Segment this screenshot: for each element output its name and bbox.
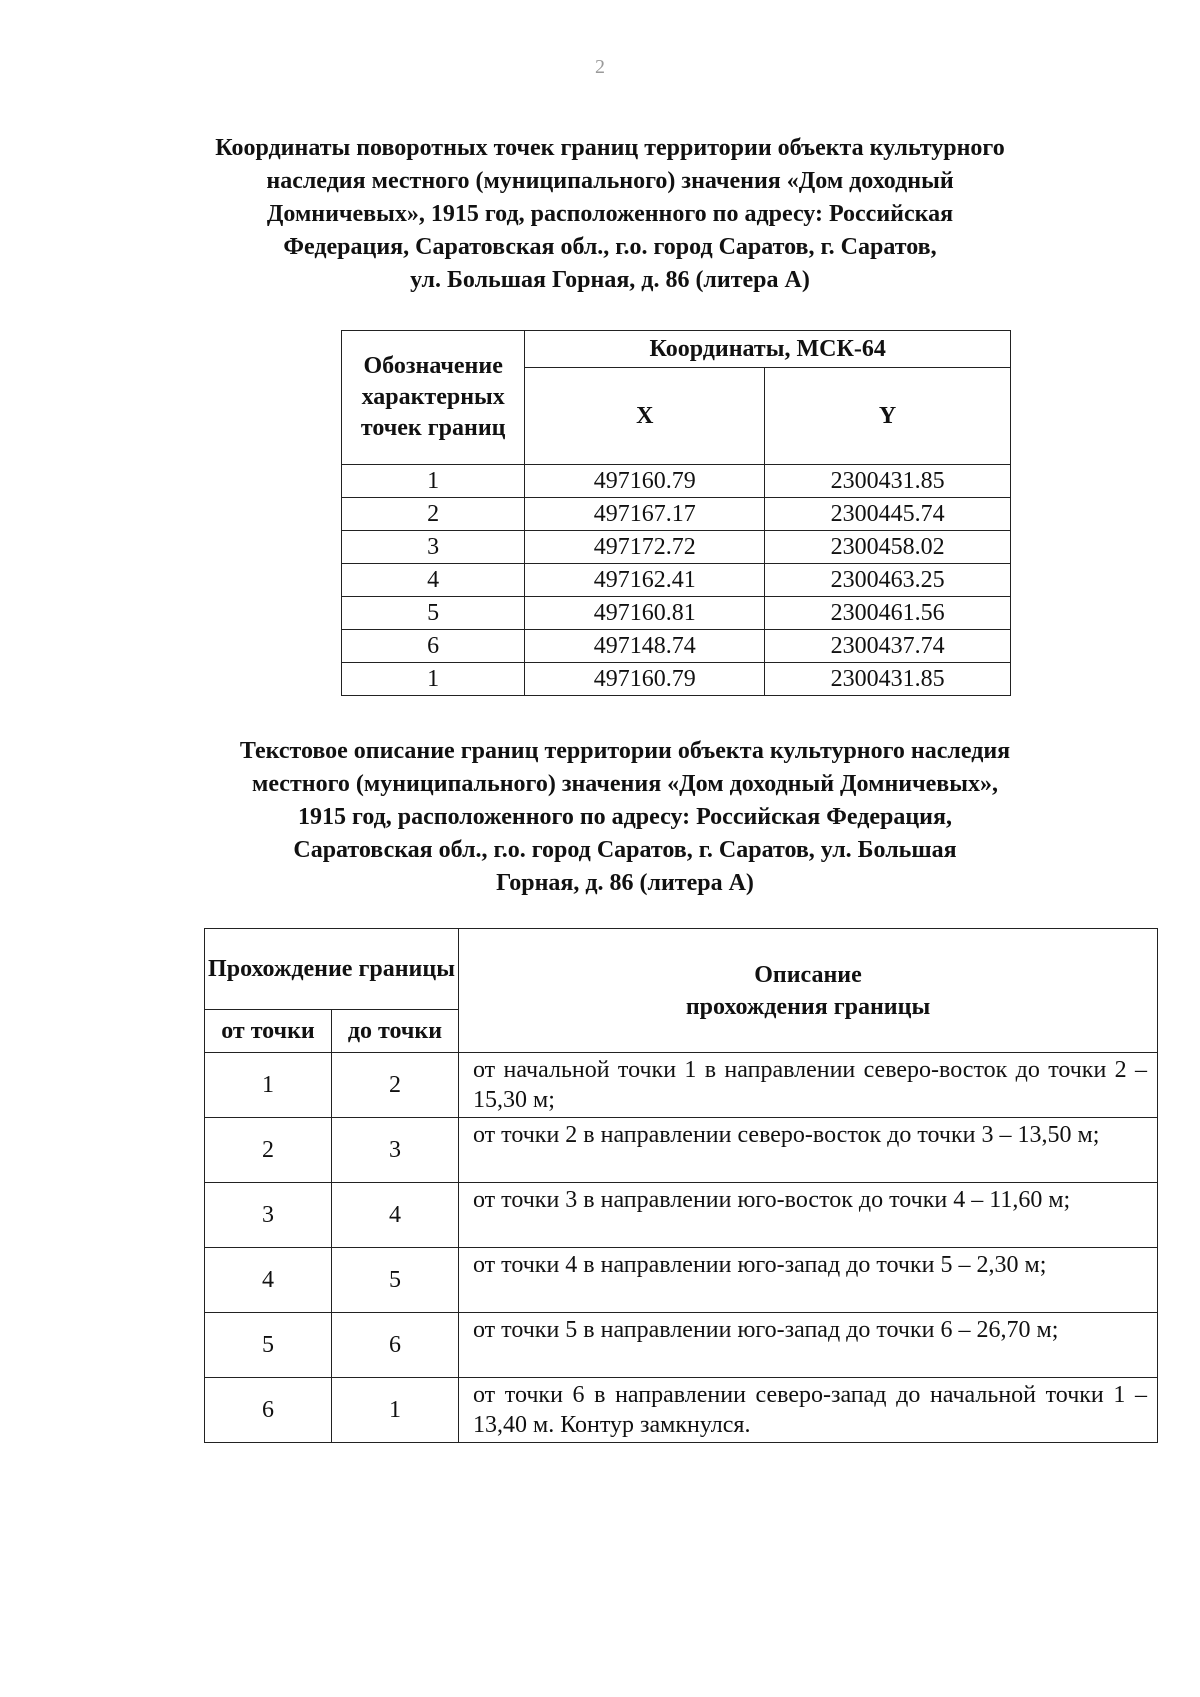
x-cell: 497148.74	[525, 630, 765, 663]
table-row	[342, 630, 1011, 663]
description-cell: от точки 4 в направлении юго-запад до точки 5 – 2,30 м;	[459, 1248, 1158, 1313]
description-cell: от точки 2 в направлении северо-восток до точки 3 – 13,50 м;	[459, 1118, 1158, 1183]
header-description	[459, 929, 1158, 1053]
table-row	[205, 1118, 1158, 1183]
description-cell: от точки 6 в направлении северо-запад до начальной точки 1 – 13,40 м. Контур замкнулся.	[459, 1378, 1158, 1443]
to-cell: 1	[332, 1378, 459, 1443]
x-cell: 497172.72	[525, 531, 765, 564]
header-description-line: Описание	[754, 961, 862, 988]
header-from-point: от точки	[205, 1010, 332, 1053]
title-line: Координаты поворотных точек границ территории объекта культурного	[215, 135, 1005, 161]
table-row	[342, 564, 1011, 597]
y-cell: 2300463.25	[765, 564, 1011, 597]
title-line: Горная, д. 86 (литера А)	[496, 870, 754, 896]
y-cell: 2300458.02	[765, 531, 1011, 564]
table-row	[342, 531, 1011, 564]
coordinates-title	[170, 132, 1050, 297]
table-row	[205, 1053, 1158, 1118]
from-cell: 5	[205, 1313, 332, 1378]
header-to-point: до точки	[332, 1010, 459, 1053]
title-line: Домничевых», 1915 год, расположенного по адресу: Российская	[266, 201, 954, 227]
table-row	[205, 1378, 1158, 1443]
y-cell: 2300445.74	[765, 498, 1011, 531]
point-cell: 6	[342, 630, 525, 663]
to-cell: 2	[332, 1053, 459, 1118]
to-cell: 6	[332, 1313, 459, 1378]
to-cell: 4	[332, 1183, 459, 1248]
description-title	[185, 735, 1065, 900]
table-row	[205, 1313, 1158, 1378]
x-cell: 497162.41	[525, 564, 765, 597]
table-row	[205, 1183, 1158, 1248]
description-cell: от точки 5 в направлении юго-запад до точки 6 – 26,70 м;	[459, 1313, 1158, 1378]
header-coordinates: Координаты, МСК-64	[525, 331, 1011, 368]
description-cell: от начальной точки 1 в направлении северо-восток до точки 2 – 15,30 м;	[459, 1053, 1158, 1118]
from-cell: 2	[205, 1118, 332, 1183]
header-description-line: прохождения границы	[685, 993, 931, 1020]
y-cell: 2300437.74	[765, 630, 1011, 663]
to-cell: 3	[332, 1118, 459, 1183]
point-cell: 4	[342, 564, 525, 597]
title-line: Саратовская обл., г.о. город Саратов, г. Саратов, ул. Большая	[293, 837, 957, 863]
x-cell: 497160.79	[525, 465, 765, 498]
point-cell: 1	[342, 465, 525, 498]
table-row	[205, 1248, 1158, 1313]
title-line: местного (муниципального) значения «Дом доходный Домничевых»,	[252, 771, 998, 797]
table-row	[342, 498, 1011, 531]
title-line: 1915 год, расположенного по адресу: Российская Федерация,	[298, 804, 952, 830]
description-cell: от точки 3 в направлении юго-восток до точки 4 – 11,60 м;	[459, 1183, 1158, 1248]
title-line: Федерация, Саратовская обл., г.о. город Саратов, г. Саратов,	[283, 234, 937, 260]
x-cell: 497160.79	[525, 663, 765, 696]
point-cell: 5	[342, 597, 525, 630]
from-cell: 6	[205, 1378, 332, 1443]
point-cell: 1	[342, 663, 525, 696]
page-number: 2	[595, 56, 605, 78]
header-y: Y	[765, 368, 1011, 465]
y-cell: 2300431.85	[765, 663, 1011, 696]
from-cell: 4	[205, 1248, 332, 1313]
header-point: Обозначение характерных точек границ	[342, 331, 525, 465]
title-line: ул. Большая Горная, д. 86 (литера А)	[410, 267, 810, 293]
x-cell: 497160.81	[525, 597, 765, 630]
boundary-description-table	[204, 928, 1158, 1443]
y-cell: 2300431.85	[765, 465, 1011, 498]
header-x: X	[525, 368, 765, 465]
table-row	[342, 465, 1011, 498]
title-line: Текстовое описание границ территории объекта культурного наследия	[239, 738, 1011, 764]
table-row	[342, 663, 1011, 696]
x-cell: 497167.17	[525, 498, 765, 531]
title-line: наследия местного (муниципального) значения «Дом доходный	[266, 168, 954, 194]
from-cell: 3	[205, 1183, 332, 1248]
table-row	[342, 597, 1011, 630]
point-cell: 2	[342, 498, 525, 531]
header-boundary-pass: Прохождение границы	[205, 929, 459, 1010]
point-cell: 3	[342, 531, 525, 564]
y-cell: 2300461.56	[765, 597, 1011, 630]
to-cell: 5	[332, 1248, 459, 1313]
coordinates-table	[341, 330, 1011, 696]
from-cell: 1	[205, 1053, 332, 1118]
